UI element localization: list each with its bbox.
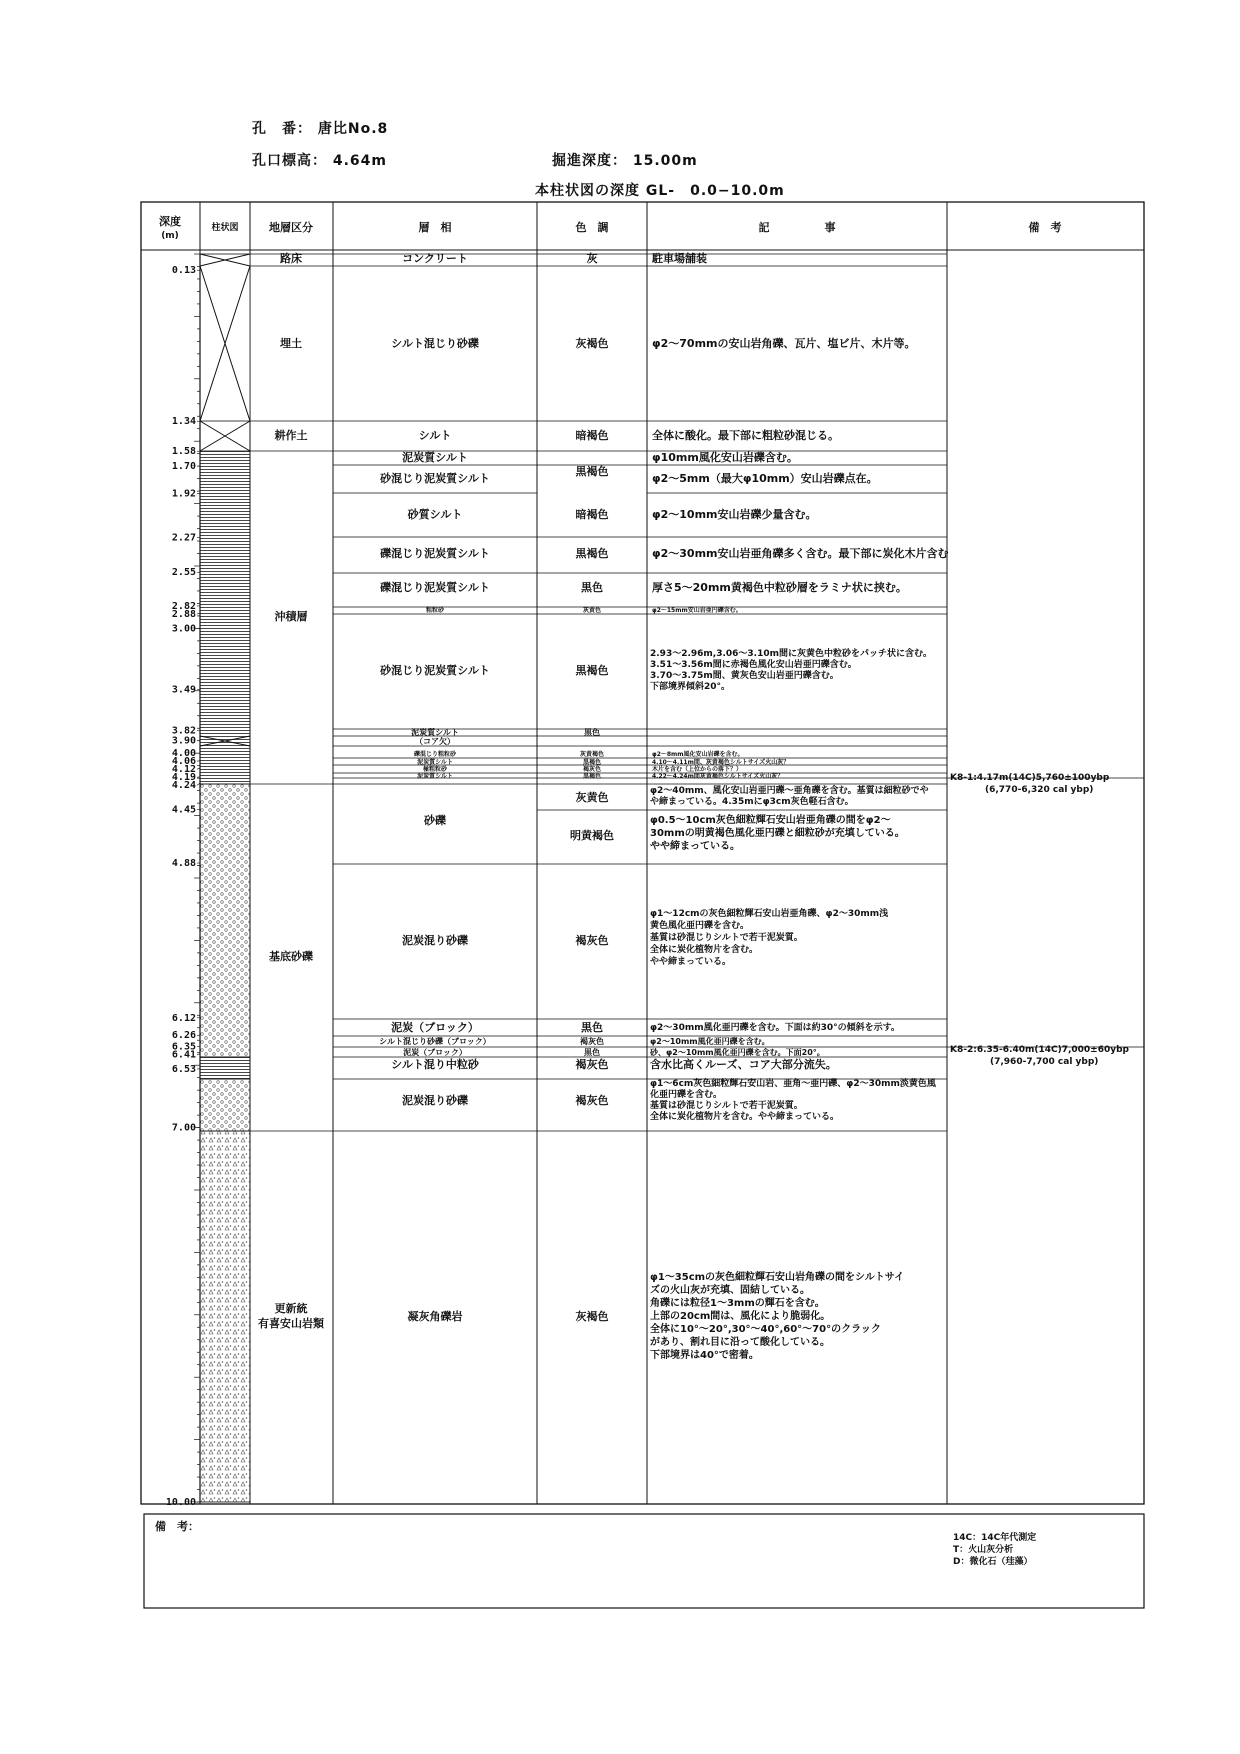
facies-label: 泥炭質シルト [417,773,453,780]
depth-tick-label: 4.00 [171,748,196,760]
description-line: φ1〜6cm灰色細粒輝石安山岩、亜角〜亜円礫、φ2〜30mm淡黄色風 [650,1079,936,1089]
description-line: φ2〜15mm安山岩亜円礫含む。 [652,607,742,614]
description-line: φ2〜30mm安山岩亜角礫多く含む。最下部に炭化木片含む [652,547,949,560]
description-line: 4.10〜4.11m間、灰黄褐色シルトサイズ火山灰？ [652,759,790,766]
description-line: 角礫には粒径1〜3mmの輝石を含む。 [650,1298,825,1309]
description-line: があり、割れ目に沿って酸化している。 [650,1337,830,1348]
color-label: 灰褐色 [575,1310,609,1323]
facies-label: 泥炭質シルト [402,451,468,464]
header-color: 色 調 [575,221,609,234]
depth-tick-label: 3.49 [171,684,196,696]
facies-label: 凝灰角礫岩 [407,1310,463,1323]
description-line: 4.22〜4.24m間灰黄褐色シルトサイズ火山灰？ [652,773,784,780]
description-line: φ2〜8mm風化安山岩礫を含む。 [652,751,744,758]
facies-label: 泥炭混り砂礫 [402,1094,468,1107]
depth-tick-label: 7.00 [171,1122,196,1134]
color-label: 暗褐色 [575,429,609,442]
description-line: φ0.5〜10cm灰色細粒輝石安山岩亜角礫の間をφ2〜 [650,815,891,826]
depth-tick-label: 6.53 [171,1063,196,1075]
facies-label: 砂質シルト [407,508,463,521]
description-line: φ1〜35cmの灰色細粒輝石安山岩角礫の間をシルトサイ [650,1272,905,1283]
description-line: 全体に炭化植物片を含む。やや締まっている。 [650,1112,840,1122]
color-label: 暗褐色 [575,508,609,521]
description-line: φ2〜70mmの安山岩角礫、瓦片、塩ビ片、木片等。 [652,337,916,350]
stratum-fill: 埋土 [280,337,302,350]
description-line: 木片を含む（上位からの落下？） [652,766,743,773]
depth-tick-label: 3.82 [171,725,196,737]
color-label: 灰黄褐色 [579,751,605,758]
remark-line: (7,960-7,700 cal ybp) [990,1057,1099,1067]
color-label: 黒褐色 [575,547,609,560]
facies-label: 泥炭（ブロック） [403,1048,467,1057]
depth-tick-label: 6.35 [171,1041,196,1053]
drill-depth-value: 15.00m [632,153,698,169]
remark-line: K8-1:4.17m(14C)5,760±100ybp [950,773,1110,783]
header-stratum: 地層区分 [269,221,313,234]
facies-label: 礫混じり粗粒砂 [413,751,457,758]
facies-label: シルト [418,429,452,442]
color-label: 黒色 [584,728,600,737]
depth-tick-label: 6.41 [171,1049,196,1061]
depth-tick-label: 4.45 [171,804,196,816]
facies-label: コンクリート [402,252,468,265]
depth-ruler [194,254,200,1502]
legend-line: 14C：14C年代測定 [953,1533,1037,1543]
lithology-column [200,254,250,1502]
description-line: 駐車場舗装 [652,252,707,265]
color-label: 褐灰色 [575,934,609,947]
footer-label: 備 考： [155,1520,199,1533]
drill-depth-label: 掘進深度： [552,153,627,169]
stratum-road-bed: 路床 [280,252,302,265]
description-line: 厚さ5〜20mm黄褐色中粒砂層をラミナ状に挟む。 [652,581,907,594]
description-line: 基質は砂混じりシルトで若干泥炭質。 [650,933,803,943]
facies-label: シルト混じり砂礫 [391,337,479,350]
description-line: や締まっている。4.35mにφ3cm灰色軽石含む。 [650,797,854,807]
facies-label: 極粗粒砂 [422,766,448,773]
layer-rows [379,251,948,1361]
description-line: 黄色風化亜円礫を含む。 [650,921,750,931]
stratum-andesite-group: 有喜安山岩類 [258,1317,324,1330]
stratum-pleistocene: 更新統 [274,1302,308,1315]
color-label: 黒褐色 [582,773,602,780]
description-line: 砂、φ2〜10mm風化亜円礫を含む。下面20°。 [650,1048,825,1057]
color-label: 黒色 [581,1021,603,1034]
depth-tick-label: 0.13 [171,265,196,277]
header-remarks: 備 考 [1028,221,1062,234]
description-line: φ2〜10mm安山岩礫少量含む。 [652,508,817,521]
color-label: 褐灰色 [582,766,602,773]
depth-tick-label: 6.26 [171,1030,196,1042]
description-line: 3.70〜3.75m間、黄灰色安山岩亜円礫含む。 [650,671,839,681]
description-line: φ2〜30mm風化亜円礫を含む。下面は約30°の傾斜を示す。 [650,1023,900,1033]
depth-tick-label: 2.55 [171,567,196,579]
chart-range: 本柱状図の深度 GL- 0.0−10.0m [535,183,785,199]
depth-tick-label: 6.12 [171,1012,196,1024]
depth-tick-label: 1.92 [171,488,196,500]
description-line: 基質は砂混じりシルトで若干泥炭質。 [650,1101,803,1111]
color-label: 灰黄色 [575,791,609,804]
description-line: 2.93〜2.96m,3.06〜3.10m間に灰黄色中粒砂をパッチ状に含む。 [650,649,932,659]
facies-label: 泥炭質シルト [411,728,459,737]
color-label: 褐灰色 [575,1094,609,1107]
depth-tick-label: 4.24 [171,780,196,792]
header-column: 柱状図 [211,223,239,233]
description-line: 全体に炭化植物片を含む。 [650,945,759,955]
description-line: 全体に酸化。最下部に粗粒砂混じる。 [652,429,839,442]
hole-no-label: 孔 番： [252,121,312,137]
hole-no-value: 唐比No.8 [317,121,389,137]
depth-tick-label: 3.90 [171,735,196,747]
facies-label: 砂混じり泥炭質シルト [380,664,490,677]
elevation-value: 4.64m [332,153,388,169]
color-label: 褐灰色 [580,1037,604,1046]
description-line: 含水比高くルーズ、コア大部分流失。 [650,1058,837,1071]
description-line: 全体に10°〜20°,30°〜40°,60°〜70°のクラック [650,1324,881,1335]
depth-tick-label: 2.88 [171,608,196,620]
stratum-basal-gravel: 基底砂礫 [269,950,313,963]
remark-line: K8-2:6.35-6.40m(14C)7,000±60ybp [950,1045,1129,1055]
depth-tick-label: 3.00 [171,623,196,635]
depth-tick-label: 2.27 [171,532,196,544]
facies-label: 礫混じり泥炭質シルト [380,581,490,594]
description-line: φ10mm風化安山岩礫含む。 [652,451,798,464]
color-label: 褐灰色 [575,1058,609,1071]
depth-tick-label: 1.58 [171,446,196,458]
description-line: 下部境界傾斜20°。 [650,682,731,692]
color-label: 黒色 [581,581,603,594]
depth-tick-label: 2.82 [171,600,196,612]
color-label: 明黄褐色 [570,829,614,842]
remark-line: (6,770-6,320 cal ybp) [985,785,1094,795]
color-label: 灰 [586,252,598,265]
description-line: φ2〜5mm（最大φ10mm）安山岩礫点在。 [652,472,878,485]
depth-tick-label: 4.19 [171,772,196,784]
facies-label: 粗粒砂 [425,607,445,614]
facies-label: 泥炭（ブロック） [391,1021,479,1034]
color-label: 黒色 [584,1048,600,1057]
depth-tick-label: 1.34 [171,416,196,428]
description-line: 3.51〜3.56m間に赤褐色風化安山岩亜円礫含む。 [650,660,857,670]
elevation-label: 孔口標高： [252,153,327,169]
legend-line: T：火山灰分析 [953,1545,1014,1555]
depth-tick-label: 4.12 [171,764,196,776]
description-line: ズの火山灰が充填、固結している。 [650,1285,810,1296]
depth-tick-label: 10.00 [165,1497,196,1508]
facies-label: シルト混じり砂礫（ブロック） [379,1037,491,1046]
legend-line: D：微化石（珪藻） [953,1557,1033,1567]
description-line: 化亜円礫を含む。 [650,1090,723,1100]
facies-label: 泥炭混り砂礫 [402,934,468,947]
description-line: やや締まっている。 [650,957,732,967]
color-label: 黒褐色 [582,759,602,766]
stratum-topsoil: 耕作土 [274,429,308,442]
depth-tick-label: 4.88 [171,858,196,870]
description-line: φ1〜12cmの灰色細粒輝石安山岩亜角礫、φ2〜30mm浅 [650,909,889,919]
description-line: 30mmの明黄褐色風化亜円礫と細粒砂が充填している。 [650,828,905,839]
header-facies: 層 相 [418,221,452,234]
header-depth-unit: (m) [161,231,179,241]
color-label: 灰黄色 [582,607,602,614]
color-label: 黒褐色 [575,465,609,478]
facies-label: シルト混り中粒砂 [391,1058,479,1071]
color-label: 黒褐色 [575,664,609,677]
description-line: φ2〜10mm風化亜円礫を含む。 [650,1037,770,1046]
description-line: φ2〜40mm、風化安山岩亜円礫〜亜角礫を含む。基質は細粒砂でや [650,786,929,796]
description-line: 上部の20cm間は、風化により脆弱化。 [650,1311,831,1322]
header-depth: 深度 [159,215,181,228]
facies-label: 砂礫 [424,814,446,827]
header-description: 記 事 [758,221,836,234]
depth-tick-label: 1.70 [171,461,196,473]
description-line: やや締まっている。 [650,841,740,852]
depth-tick-labels [166,265,200,1508]
layer-boundaries [250,254,947,1131]
facies-label: （コア欠） [415,737,455,746]
facies-label: 砂混じり泥炭質シルト [380,472,490,485]
color-label: 灰褐色 [575,337,609,350]
depth-tick-label: 4.06 [171,756,196,768]
description-line: 下部境界は40°で密着。 [650,1350,759,1361]
facies-label: 礫混じり泥炭質シルト [380,547,490,560]
facies-label: 泥炭質シルト [417,759,453,766]
stratum-alluvium: 沖積層 [274,610,308,623]
